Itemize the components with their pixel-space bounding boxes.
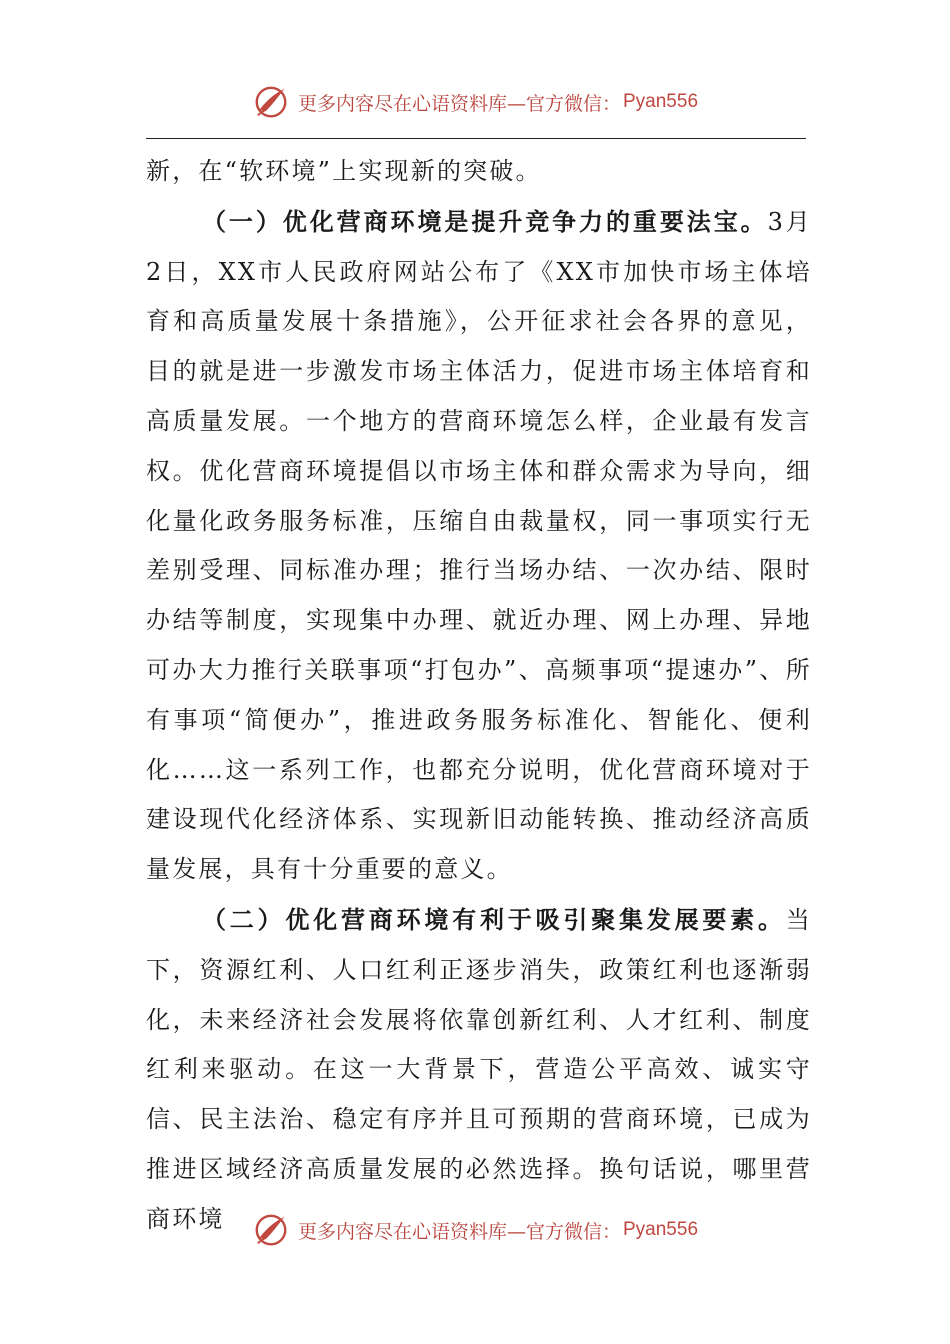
- section-heading-2: （二）优化营商环境有利于吸引聚集发展要素。: [202, 904, 786, 934]
- paragraph-1-text: 3月2日，XX市人民政府网站公布了《XX市加快市场主体培育和高质量发展十条措施》，公开征求社会各界的意见，目的就是进一步激发市场主体活力，促进市场主体培育和高质量发展。一个地方的营商环境怎么样，企业最有发言权。优化营商环境提倡以市场主体和群众需求为导向，细化量化政务服务标准，压缩自由裁量权，同一事项实行无差别受理、同标准办理；推行当场办结、一次办结、限时办结等制度，实现集中办理、就近办理、网上办理、异地可办大力推行关联事项“打包办”、高频事项“提速办”、所有事项“简便办”，推进政务服务标准化、智能化、便利化……这一系列工作，也都充分说明，优化营商环境对于建设现代化经济体系、实现新旧动能转换、推动经济高质量发展，具有十分重要的意义。: [146, 207, 812, 884]
- paragraph-2-text: 当下，资源红利、人口红利正逐步消失，政策红利也逐渐弱化，未来经济社会发展将依靠创新红利、人才红利、制度红利来驱动。在这一大背景下，营造公平高效、诚实守信、民主法治、稳定有序并且可预期的营商环境，已成为推进区域经济高质量发展的必然选择。换句话说，哪里营商环境: [146, 905, 812, 1233]
- footer-site-text: 更多内容尽在心语资料库—官方微信：: [297, 1220, 621, 1243]
- paragraph-1: [146, 197, 812, 895]
- footer-banner: [0, 1210, 950, 1250]
- quill-logo-icon: [252, 1211, 290, 1249]
- quill-logo-icon: [252, 83, 290, 121]
- footer-wechat-id: Pyan556: [623, 1219, 699, 1240]
- header-divider: [146, 138, 806, 139]
- paragraph-2: [146, 895, 812, 1245]
- header-wechat-id: Pyan556: [623, 91, 699, 112]
- section-heading-1: （一）优化营商环境是提升竞争力的重要法宝。: [202, 206, 768, 236]
- document-body: [146, 147, 812, 1245]
- header-site-text: 更多内容尽在心语资料库—官方微信：: [297, 92, 621, 115]
- paragraph-continuation: 新，在“软环境”上实现新的突破。: [146, 157, 542, 185]
- header-banner: [0, 82, 950, 122]
